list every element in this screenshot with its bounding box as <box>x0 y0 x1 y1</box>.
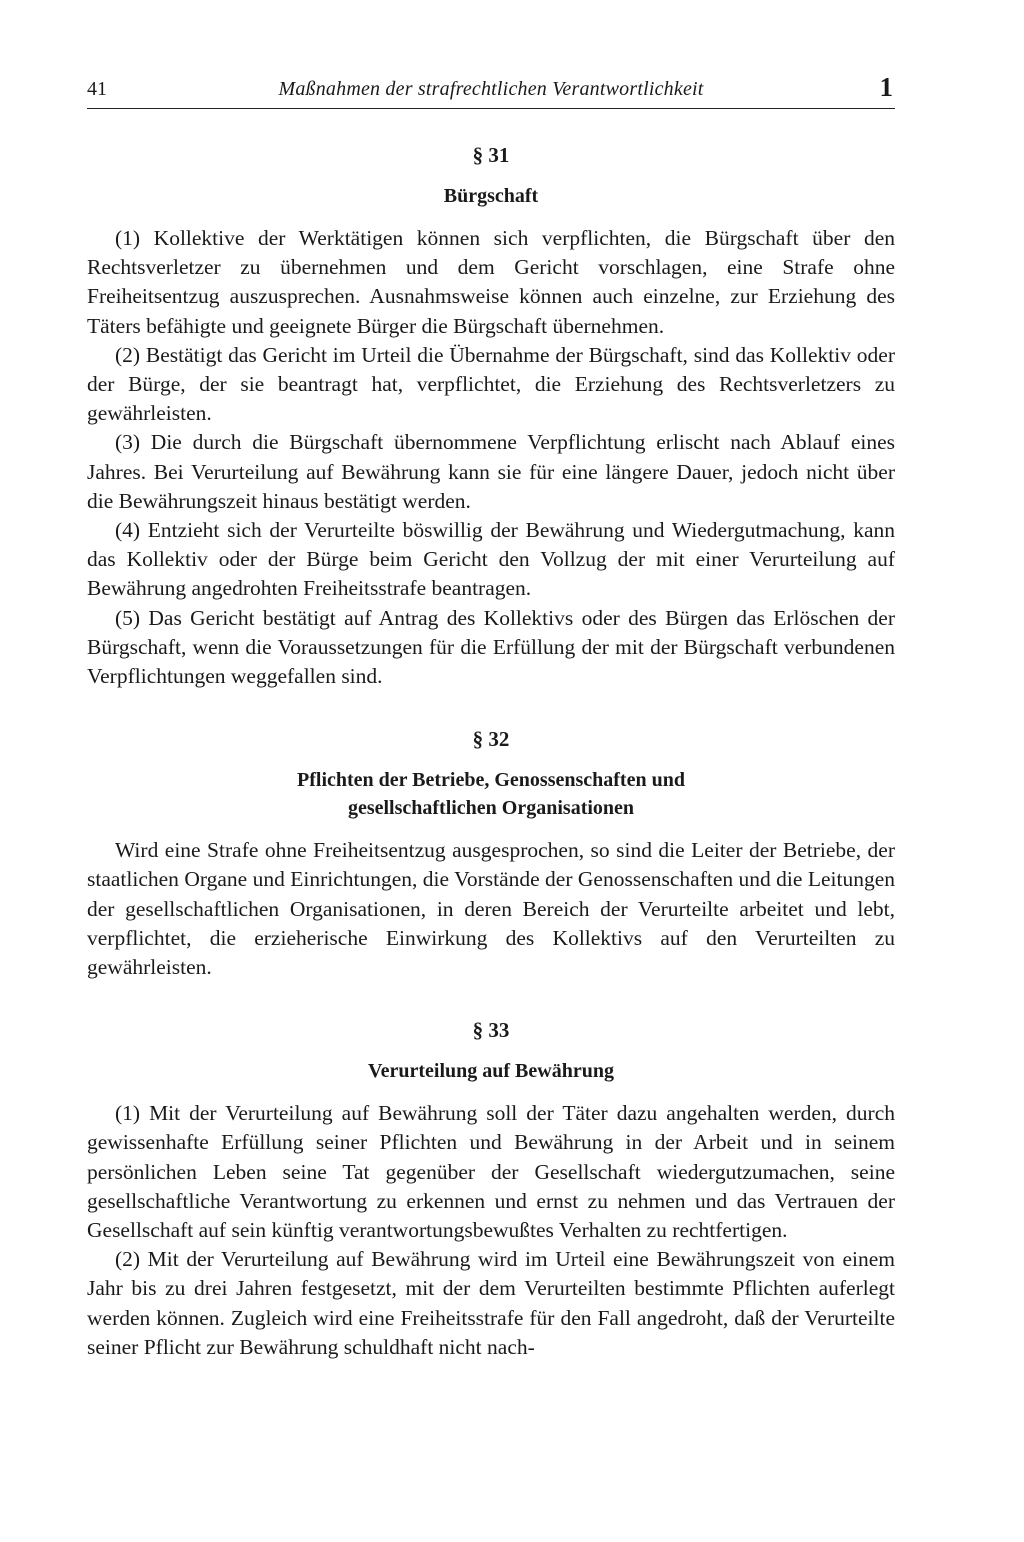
section-title-line: Pflichten der Betriebe, Genossenschaften und <box>297 769 685 792</box>
section-32 <box>87 727 895 982</box>
section-33 <box>87 1018 895 1362</box>
section-title: Bürgschaft <box>443 185 539 207</box>
section-number: § 32 <box>472 727 510 752</box>
paragraph: (3) Die durch die Bürgschaft übernommene Verpflichtung erlischt nach Ablauf eines Jahres. Bei Verurteilung auf Bewährung kann sie für eine längere Dauer, jedoch nicht über die Bewährungszeit hinaus bestätigt werden. <box>87 430 895 513</box>
paragraph: (4) Entzieht sich der Verurteilte böswillig der Bewährung und Wiedergutmachung, kann das Kollektiv oder der Bürge beim Gericht den Vollzug der mit einer Verurteilung auf Bewährung angedrohten Freiheitsstrafe beantragen. <box>87 518 895 601</box>
document-page <box>87 70 895 1362</box>
paragraph: Wird eine Strafe ohne Freiheitsentzug ausgesprochen, so sind die Leiter der Betriebe, der staatlichen Organe und Einrichtungen, die Vorstände der Genossenschaften und die Leitungen der gesellschaftlichen Organisationen, in deren Bereich der Verurteilte arbeitet und lebt, verpflichtet, die erzieherische Einwirkung des Kollektivs auf den Verurteilten zu gewährleisten. <box>87 838 895 980</box>
section-title <box>87 766 895 822</box>
paragraph: (5) Das Gericht bestätigt auf Antrag des Kollektivs oder des Bürgen das Erlöschen der Bürgschaft, wenn die Voraussetzungen für die Erfüllung der mit der Bürgschaft verbundenen Verpflichtungen weggefallen sind. <box>87 605 895 689</box>
section-title: Verurteilung auf Bewährung <box>368 1060 614 1083</box>
paragraph: (2) Bestätigt das Gericht im Urteil die Übernahme der Bürgschaft, sind das Kollektiv oder der Bürge, der sie beantragt hat, verpflichtet, die Erziehung des Rechtsverletzers zu gewährleisten. <box>87 342 895 426</box>
paragraph: (1) Mit der Verurteilung auf Bewährung soll der Täter dazu angehalten werden, durch gewissenhafte Erfüllung seiner Pflichten und Bewährung in der Arbeit und in seinem persönlichen Leben seine Tat gegenüber der Gesellschaft wiedergutzumachen, seine gesellschaftliche Verantwortung zu erkennen und ernst zu nehmen und das Vertrauen der Gesellschaft auf sein künftig verantwortungsbewußtes Verhalten zu rechtfertigen. <box>87 1101 895 1243</box>
section-31 <box>87 143 895 691</box>
paragraph: (1) Kollektive der Werktätigen können sich verpflichten, die Bürgschaft über den Rechtsverletzer zu übernehmen und dem Gericht vorschlagen, eine Strafe ohne Freiheitsentzug auszusprechen. Ausnahmsweise können auch einzelne, zur Erziehung des Täters befähigte und geeignete Bürger die Bürgschaft übernehmen. <box>87 226 895 338</box>
paragraph: (2) Mit der Verurteilung auf Bewährung wird im Urteil eine Bewährungszeit von einem Jahr bis zu drei Jahren festgesetzt, mit der dem Verurteilten bestimmte Pflichten auferlegt werden können. Zugleich wird eine Freiheitsstrafe für den Fall angedroht, daß der Verurteilte seiner Pflicht zur Bewährung schuldhaft nicht nach- <box>87 1247 895 1359</box>
section-title-line: gesellschaftlichen Organisationen <box>347 797 635 820</box>
section-number: § 31 <box>472 143 510 167</box>
running-title: Maßnahmen der strafrechtlichen Verantwortlichkeit <box>278 78 704 100</box>
section-number: § 33 <box>472 1018 510 1043</box>
page-header <box>87 70 895 109</box>
page-number: 41 <box>87 78 107 100</box>
chapter-number: 1 <box>879 72 893 102</box>
